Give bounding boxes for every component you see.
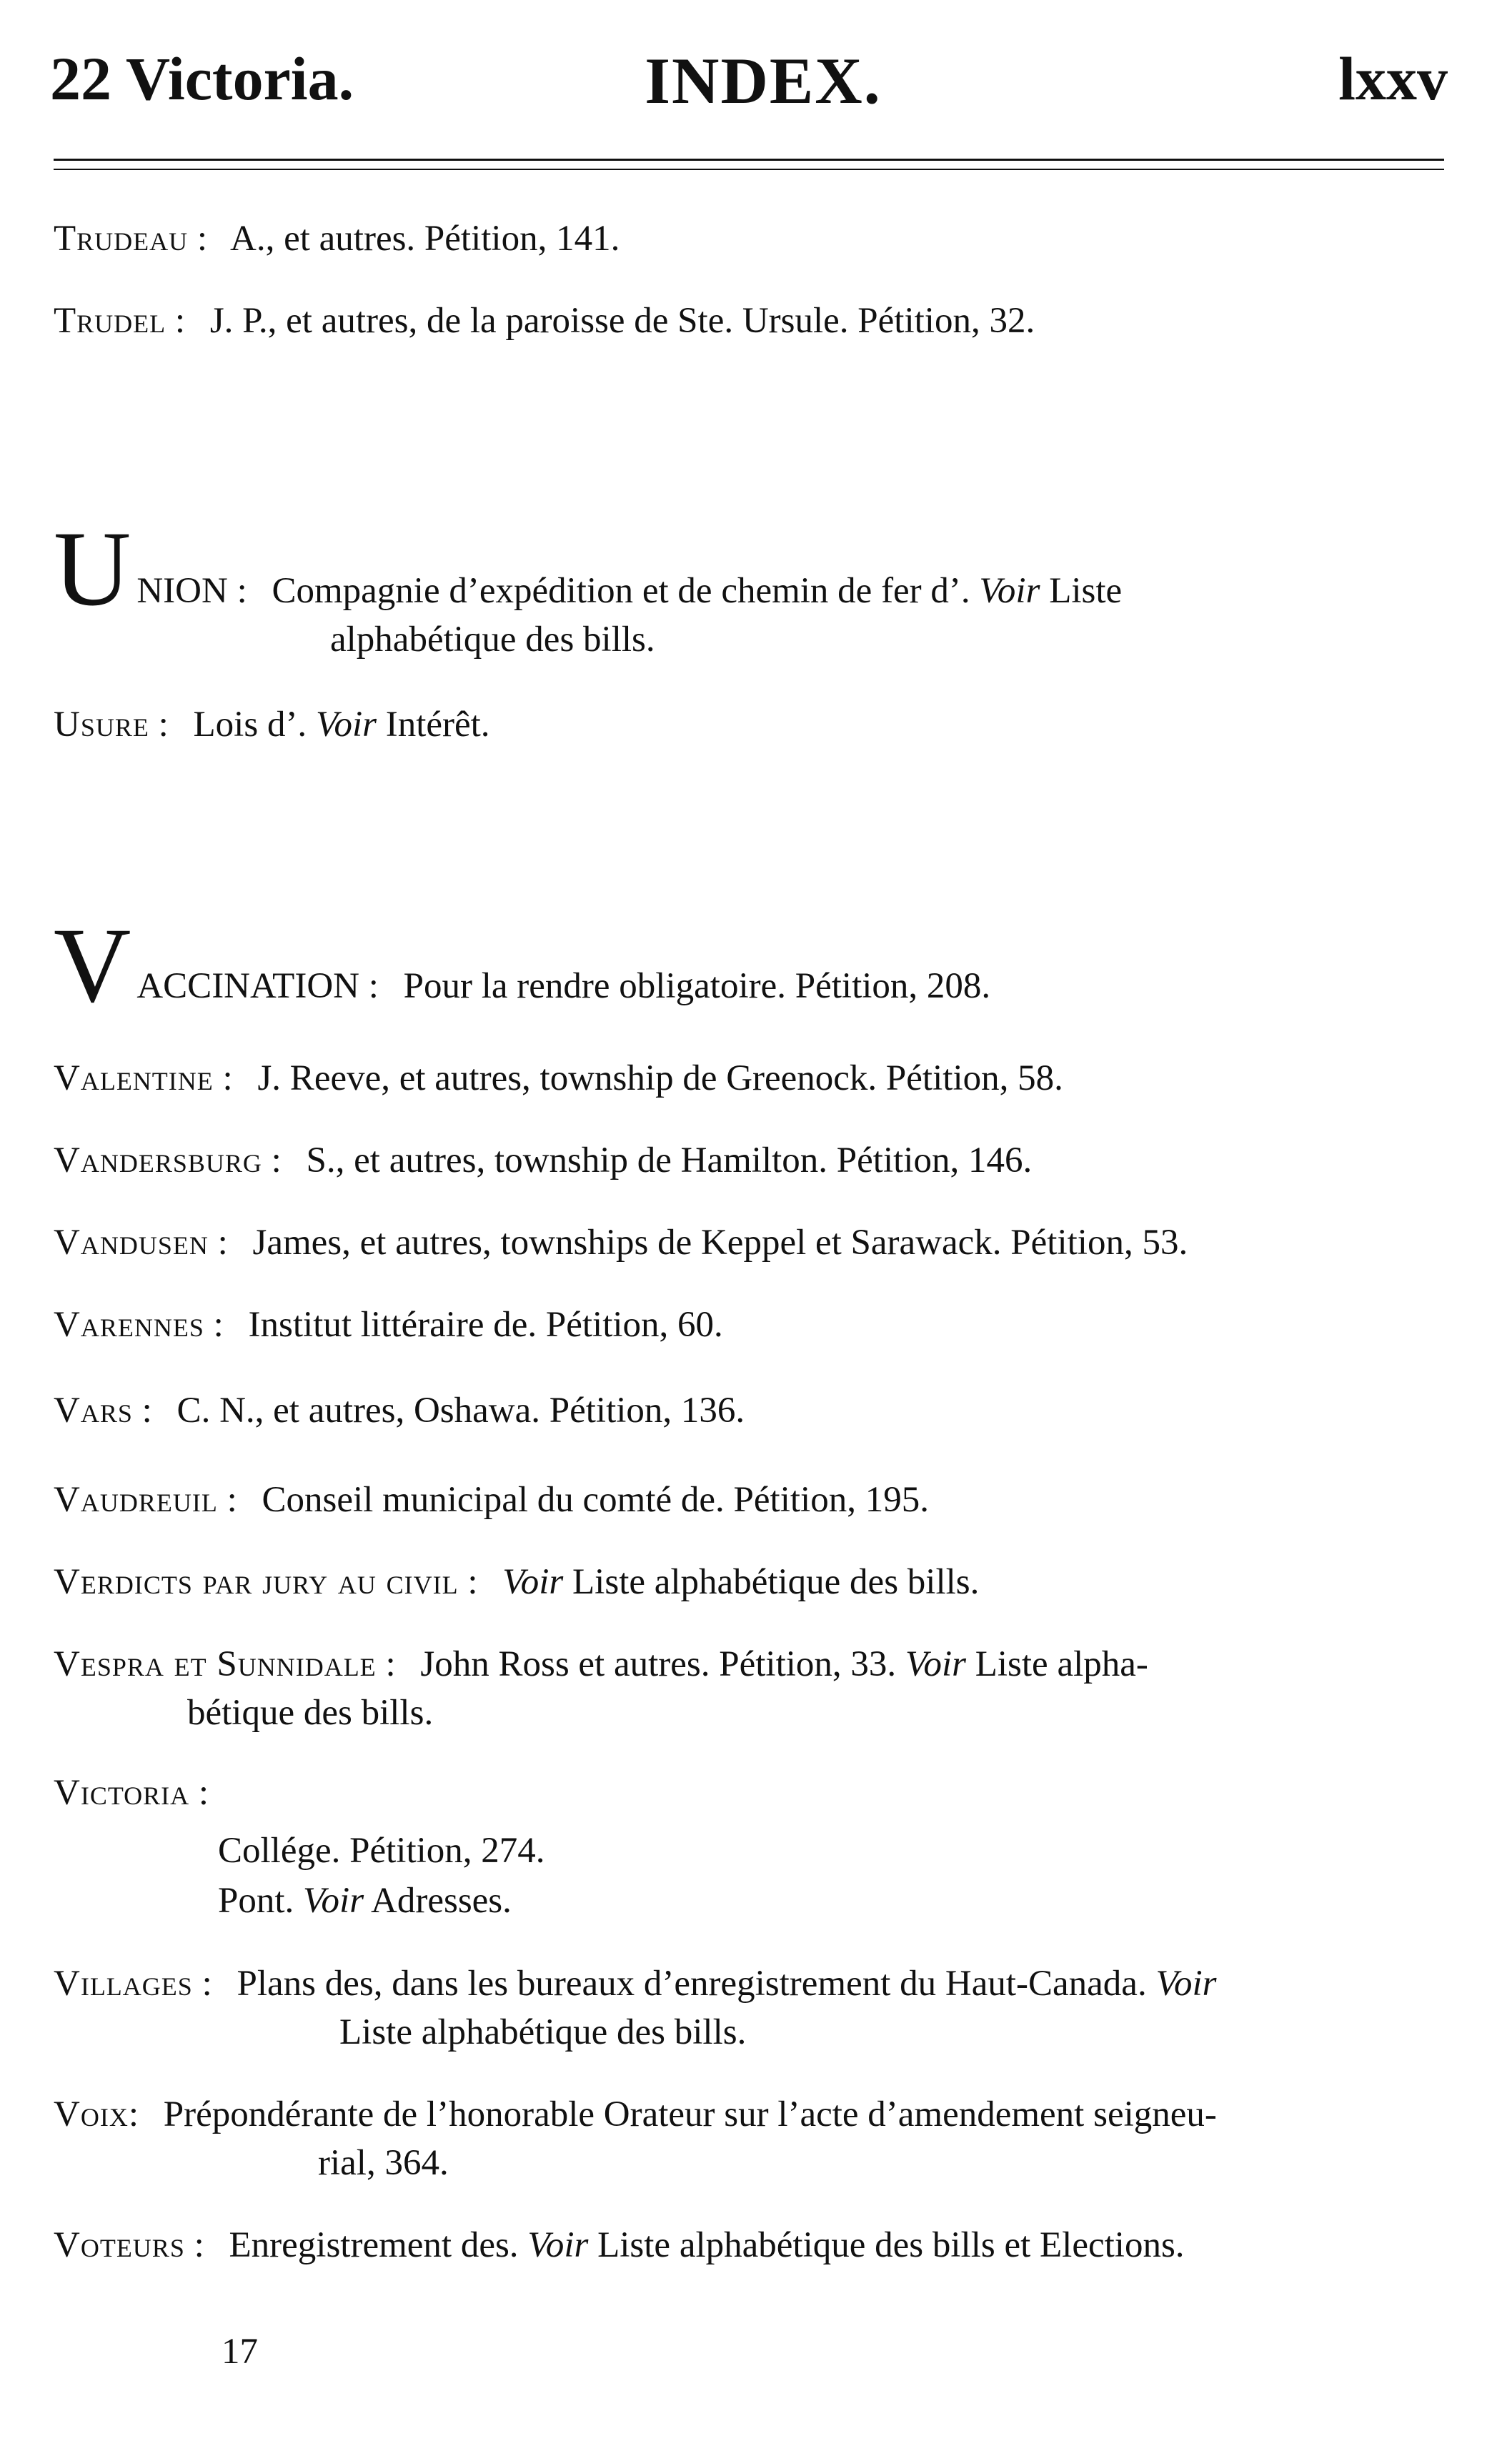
entry-continuation: Liste alphabétique des bills. [339, 2012, 747, 2052]
entry-continuation: alphabétique des bills. [330, 620, 655, 660]
entry-key: Vaudreuil [54, 1480, 218, 1520]
voir-reference: Voir [979, 571, 1040, 611]
victoria-subentry-college: Collége. Pétition, 274. [218, 1831, 545, 1871]
entry-text: Lois d’. [193, 705, 307, 745]
entry-key: Vandusen [54, 1223, 209, 1263]
entry-key: NION [136, 571, 228, 611]
voir-reference: Voir [905, 1644, 966, 1684]
header-rule-thin [54, 169, 1444, 170]
entry-villages: Villages : Plans des, dans les bureaux d’enregistrement du Haut-Canada. Voir Liste alphabétique des bills. [54, 1959, 1444, 2057]
signature-mark: 17 [222, 2332, 258, 2372]
entry-key: Valentine [54, 1058, 214, 1098]
entry-voix: Voix: Prépondérante de l’honorable Orateur sur l’acte d’amendement seigneu- rial, 364. [54, 2090, 1444, 2187]
entry-key: Varennes [54, 1305, 204, 1345]
entry-text: J. Reeve, et autres, township de Greenock. Pétition, 58. [257, 1058, 1063, 1098]
entry-text: Compagnie d’expédition et de chemin de fer d’. [272, 571, 970, 611]
sub-text-after: Adresses. [371, 1881, 512, 1921]
entry-continuation: bétique des bills. [187, 1693, 434, 1733]
header-session: 22 Victoria. [50, 44, 354, 113]
entry-verdicts: Verdicts par jury au civil : Voir Liste alphabétique des bills. [54, 1562, 980, 1602]
entry-usure: Usure : Lois d’. Voir Intérêt. [54, 705, 490, 745]
entry-union: U NION : Compagnie d’expédition et de chemin de fer d’. Voir Liste alphabétique des bills. [54, 525, 1444, 664]
voir-reference: Voir [315, 705, 377, 745]
entry-text: J. P., et autres, de la paroisse de Ste. Ursule. Pétition, 32. [209, 301, 1035, 341]
entry-text: A., et autres. Pétition, 141. [230, 219, 620, 259]
entry-key: Vespra et Sunnidale [54, 1644, 377, 1684]
entry-vaccination: V ACCINATION : Pour la rendre obligatoire. Pétition, 208. [54, 906, 991, 1025]
entry-text-after: Liste alphabétique des bills et Elections. [597, 2225, 1185, 2265]
entry-key: Trudel [54, 301, 166, 341]
entry-vespra: Vespra et Sunnidale : John Ross et autres. Pétition, 33. Voir Liste alpha- bétique des bills. [54, 1640, 1444, 1737]
voir-reference: Voir [527, 2225, 589, 2265]
entry-text-after: Intérêt. [385, 705, 490, 745]
entry-valentine: Valentine : J. Reeve, et autres, township de Greenock. Pétition, 58. [54, 1058, 1063, 1098]
entry-vars: Vars : C. N., et autres, Oshawa. Pétition, 136. [54, 1391, 745, 1431]
entry-varennes: Varennes : Institut littéraire de. Pétition, 60. [54, 1305, 723, 1345]
entry-key: Usure [54, 705, 149, 745]
entry-key: Vandersburg [54, 1140, 262, 1180]
entry-key: Victoria [54, 1773, 190, 1813]
entry-text: John Ross et autres. Pétition, 33. [420, 1644, 897, 1684]
entry-trudeau: Trudeau : A., et autres. Pétition, 141. [54, 219, 620, 259]
header-rule-thick [54, 159, 1444, 161]
entry-text: James, et autres, townships de Keppel et Sarawack. Pétition, 53. [252, 1223, 1188, 1263]
entry-vandersburg: Vandersburg : S., et autres, township de Hamilton. Pétition, 146. [54, 1140, 1033, 1180]
entry-text-after: Liste [1049, 571, 1123, 611]
drop-cap: V [54, 906, 131, 1025]
header-title: INDEX. [645, 44, 882, 117]
voir-reference: Voir [303, 1881, 364, 1921]
entry-text: C. N., et autres, Oshawa. Pétition, 136. [176, 1391, 745, 1431]
entry-vaudreuil: Vaudreuil : Conseil municipal du comté de. Pétition, 195. [54, 1480, 929, 1520]
entry-key: Voteurs [54, 2225, 185, 2265]
entry-text: Institut littéraire de. Pétition, 60. [248, 1305, 723, 1345]
entry-key: Voix [54, 2094, 129, 2134]
entry-victoria: Victoria : [54, 1773, 209, 1813]
entry-trudel: Trudel : J. P., et autres, de la paroisse de Ste. Ursule. Pétition, 32. [54, 301, 1035, 341]
victoria-subentry-pont [218, 1876, 512, 1926]
entry-text-after: Liste alpha- [975, 1644, 1148, 1684]
page-header [50, 43, 1448, 121]
voir-reference: Voir [502, 1562, 564, 1602]
entry-continuation: rial, 364. [318, 2143, 449, 2183]
entry-key: Trudeau [54, 219, 189, 259]
voir-reference: Voir [1155, 1964, 1217, 2004]
entry-key: Vars [54, 1391, 133, 1431]
entry-text: Prépondérante de l’honorable Orateur sur l’acte d’amendement seigneu- [163, 2094, 1217, 2134]
entry-text: Pour la rendre obligatoire. Pétition, 208. [403, 966, 991, 1006]
entry-vandusen: Vandusen : James, et autres, townships de Keppel et Sarawack. Pétition, 53. [54, 1223, 1188, 1263]
sub-text: Pont. [218, 1881, 294, 1921]
entry-key: Villages [54, 1964, 193, 2004]
entry-key: ACCINATION [136, 966, 359, 1006]
header-page-number: lxxv [1338, 44, 1448, 113]
drop-cap: U [54, 509, 131, 628]
entry-text-after: Liste alphabétique des bills. [572, 1562, 980, 1602]
entry-key: Verdicts par jury au civil [54, 1562, 459, 1602]
entry-text: S., et autres, township de Hamilton. Pétition, 146. [306, 1140, 1033, 1180]
entry-text: Conseil municipal du comté de. Pétition, 195. [262, 1480, 929, 1520]
entry-text: Enregistrement des. [229, 2225, 519, 2265]
entry-voteurs: Voteurs : Enregistrement des. Voir Liste alphabétique des bills et Elections. [54, 2225, 1185, 2265]
entry-text: Plans des, dans les bureaux d’enregistrement du Haut-Canada. [237, 1964, 1147, 2004]
